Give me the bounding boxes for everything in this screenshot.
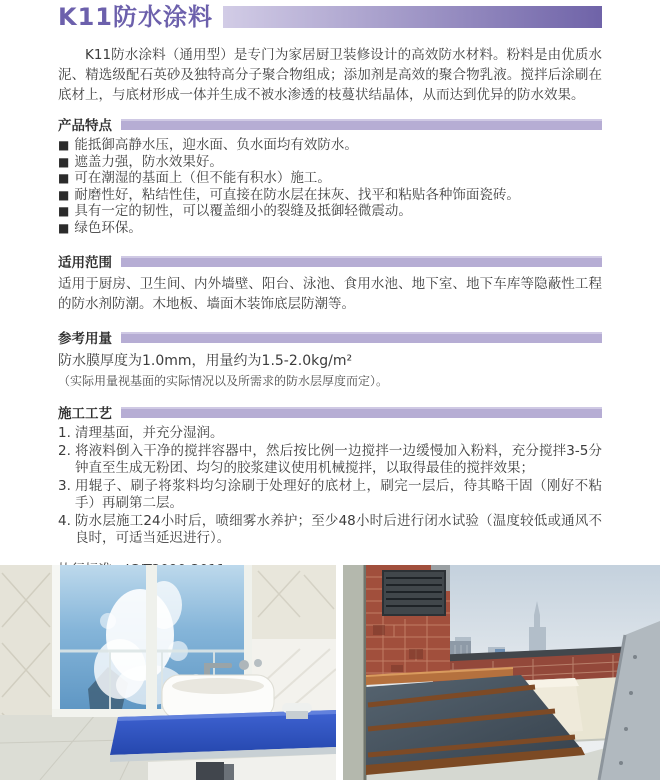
soap-dish [282, 703, 312, 719]
square-bullet-icon: ■ [58, 171, 70, 185]
list-item [58, 220, 602, 237]
section-label-process: 施工工艺 [58, 406, 112, 422]
section-head-process [58, 402, 602, 422]
process-step [58, 478, 602, 513]
bathroom-photo [0, 565, 336, 780]
feature-text: 遮盖力强，防水效果好。 [74, 153, 223, 170]
step-number: 2. [58, 442, 71, 459]
section-label-scope: 适用范围 [58, 255, 112, 271]
process-step [58, 425, 602, 443]
section-head-dosage [58, 327, 602, 347]
process-step [58, 443, 602, 478]
section-bar [121, 256, 602, 267]
page-title: K11防水涂料 [58, 3, 213, 31]
features-list [58, 137, 602, 236]
step-text: 清理基面，并充分湿润。 [75, 425, 224, 441]
title-gradient-bar [223, 6, 602, 28]
step-number: 1. [58, 425, 71, 441]
square-bullet-icon: ■ [58, 204, 70, 218]
step-text: 将液料倒入干净的搅拌容器中，然后按比例一边搅拌一边缓慢加入粉料，充分搅拌3-5分钟直至生成无粉团、均匀的胶浆建议使用机械搅拌，以取得最佳的搅拌效果； [75, 442, 602, 476]
step-text: 用辊子、刷子将浆料均匀涂刷于处理好的底材上，刷完一层后，待其略干固（刚好不粘手）再刷第二层。 [75, 477, 602, 511]
feature-text: 可在潮湿的基面上（但不能有积水）施工。 [74, 170, 331, 186]
section-bar [121, 332, 602, 343]
section-bar [121, 119, 602, 130]
square-bullet-icon: ■ [58, 187, 70, 202]
list-item [58, 137, 602, 154]
step-number: 4. [58, 512, 71, 529]
feature-text: 耐磨性好，粘结性佳，可直接在防水层在抹灰、找平和粘贴各种饰面瓷砖。 [74, 186, 520, 203]
section-bar [121, 407, 602, 418]
dosage-note: （实际用量视基面的实际情况以及所需求的防水层厚度而定）。 [58, 374, 389, 388]
process-steps [58, 425, 602, 548]
feature-text: 绿色环保。 [74, 219, 142, 236]
dosage-value: 防水膜厚度为1.0mm，用量约为1.5-2.0kg/m² [58, 353, 353, 369]
square-bullet-icon: ■ [58, 220, 70, 235]
list-item [58, 170, 602, 187]
section-head-scope [58, 251, 602, 271]
section-head-features [58, 114, 602, 134]
section-label-dosage: 参考用量 [58, 331, 112, 347]
title-row [58, 0, 602, 30]
step-text: 防水层施工24小时后，喷细雾水养护；至少48小时后进行闭水试验（温度较低或通风不良时，可适当延迟进行）。 [75, 512, 602, 546]
scope-paragraph: 适用于厨房、卫生间、内外墙壁、阳台、泳池、食用水池、地下室、地下车库等隐蔽性工程的防水剂防潮。木地板、墙面木装饰底层防潮等。 [58, 276, 602, 312]
square-bullet-icon: ■ [58, 138, 70, 152]
feature-text: 能抵御高静水压，迎水面、负水面均有效防水。 [74, 137, 358, 153]
square-bullet-icon: ■ [58, 154, 70, 169]
rooftop-photo [343, 565, 660, 780]
intro-paragraph: K11防水涂料（通用型）是专门为家居厨卫装修设计的高效防水材料。粉料是由优质水泥、精选级配石英砂及独特高分子聚合物组成；添加剂是高效的聚合物乳液。搅拌后涂刷在底材上，与底材形成一体并生成不被水渗透的枝蔓状结晶体，从而达到优异的防水效果。 [58, 47, 602, 103]
feature-text: 具有一定的韧性，可以覆盖细小的裂缝及抵御轻微震动。 [74, 203, 412, 219]
section-label-features: 产品特点 [58, 118, 112, 134]
photo-divider [336, 565, 343, 780]
photo-strip [0, 565, 660, 780]
process-step [58, 513, 602, 548]
list-item [58, 154, 602, 171]
list-item [58, 187, 602, 204]
list-item [58, 203, 602, 220]
step-number: 3. [58, 477, 71, 494]
